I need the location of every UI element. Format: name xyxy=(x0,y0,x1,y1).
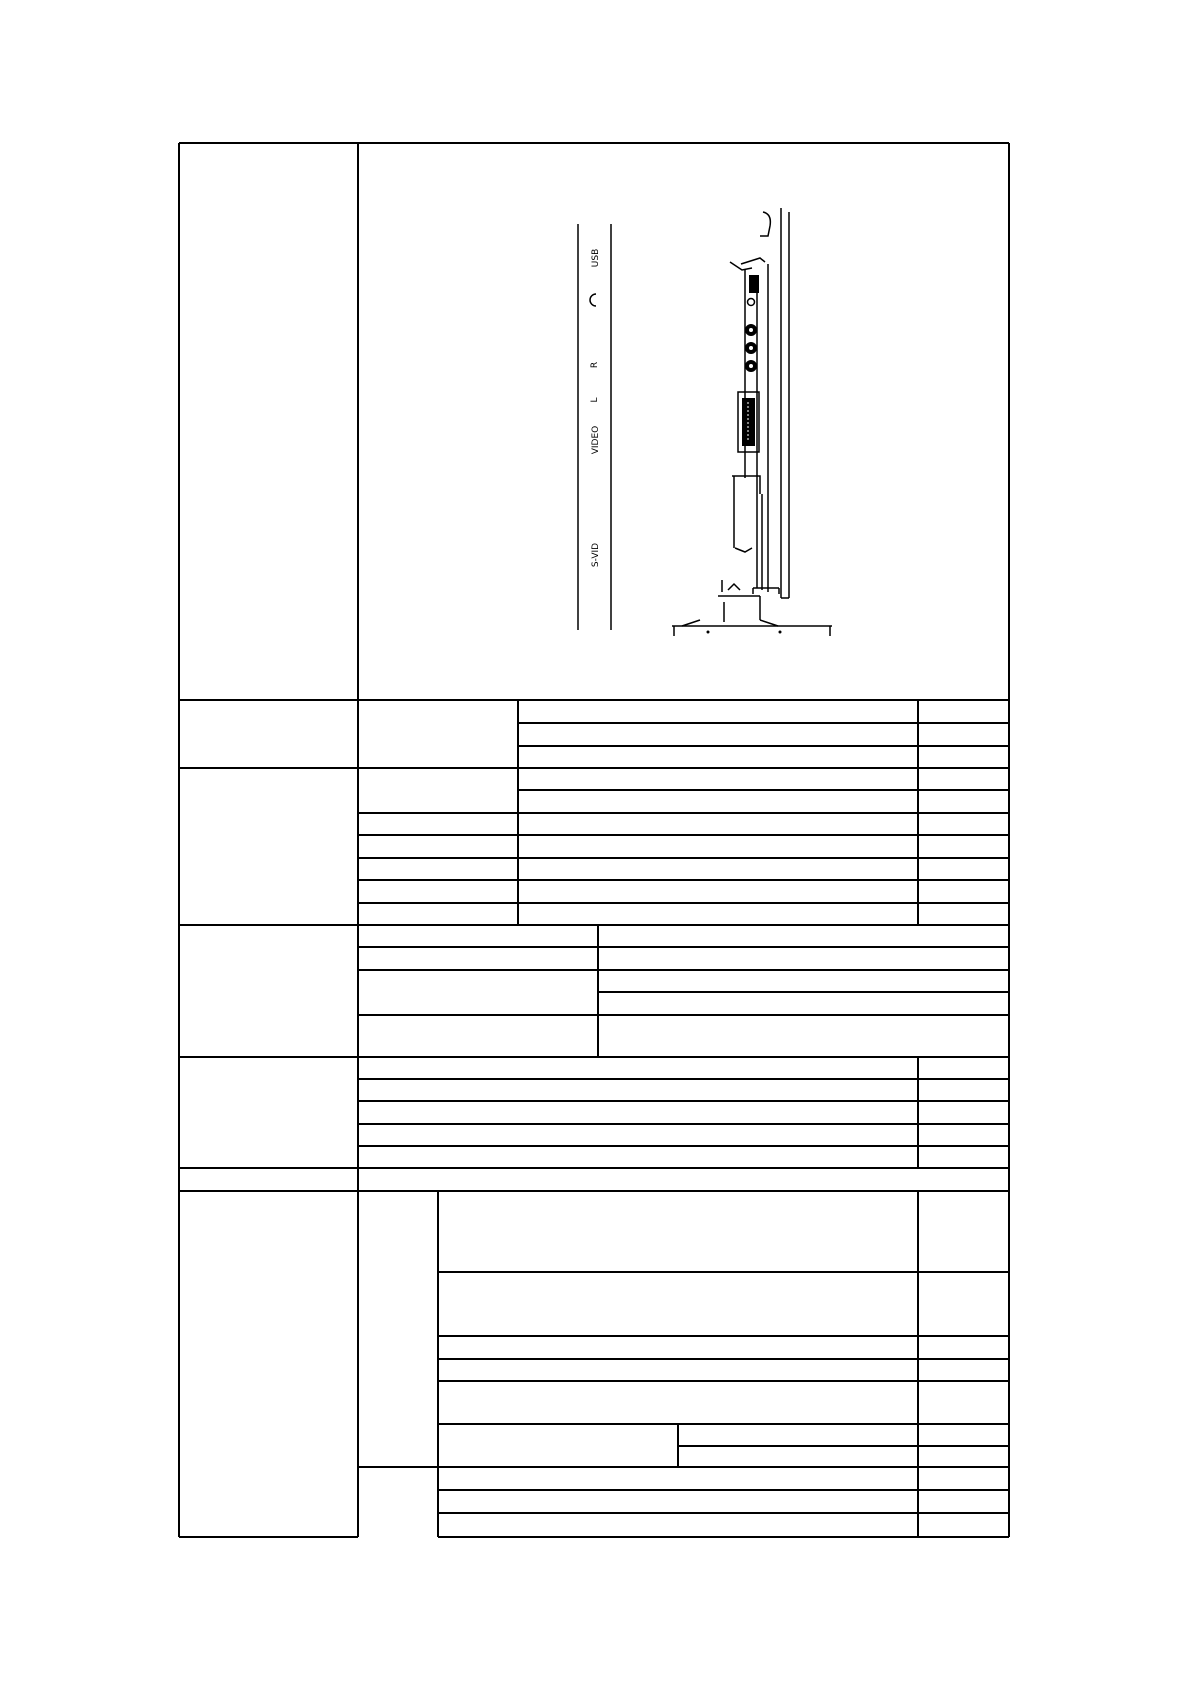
label-s-video: S-VID xyxy=(591,542,601,568)
label-video: VIDEO xyxy=(591,425,601,455)
device-profile xyxy=(672,208,832,636)
label-left: L xyxy=(590,397,600,403)
power-jack-icon xyxy=(748,299,755,306)
label-right: R xyxy=(590,361,600,369)
stand-icon xyxy=(672,580,832,636)
power-symbol-icon xyxy=(590,294,596,306)
table-grid xyxy=(179,143,1009,1537)
connector-label-strip xyxy=(578,224,611,630)
usb-port-icon xyxy=(749,275,759,293)
label-usb: USB xyxy=(591,248,601,268)
rca-jacks-icon xyxy=(745,324,757,372)
scart-connector-icon xyxy=(738,392,759,452)
device-side-diagram xyxy=(578,208,832,636)
